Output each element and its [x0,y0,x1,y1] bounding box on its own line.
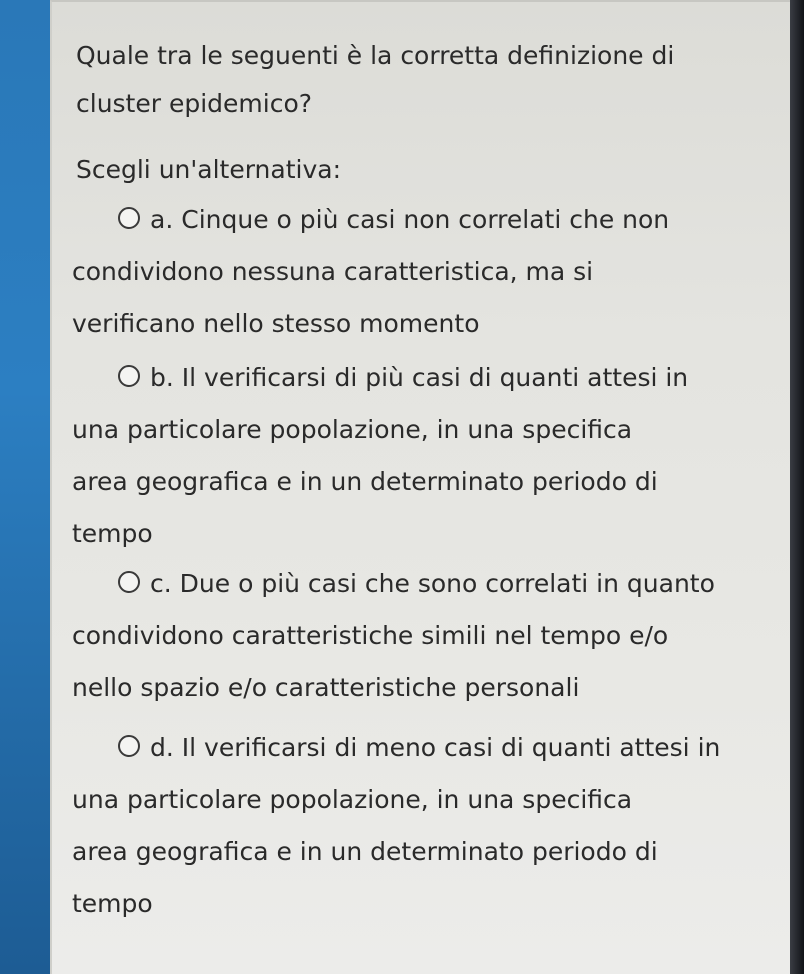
screen-edge [790,0,804,974]
option-first-line [72,558,762,610]
radio-button-b[interactable] [118,365,140,387]
option-c[interactable] [72,558,762,714]
question-text [76,32,756,128]
option-b[interactable] [72,352,762,560]
option-text[interactable]: Cinque o più casi non correlati che non [181,205,670,234]
radio-button-d[interactable] [118,735,140,757]
option-text[interactable]: nello spazio e/o caratteristiche personali [72,673,580,702]
option-first-line [72,722,762,774]
option-text[interactable]: area geografica e in un determinato periodo di [72,467,658,496]
option-letter: d. [150,733,174,762]
option-letter: b. [150,363,174,392]
option-first-line [72,194,762,246]
question-line: cluster epidemico? [76,89,313,118]
option-text[interactable]: tempo [72,889,153,918]
option-text[interactable]: Il verificarsi di più casi di quanti attesi in [181,363,689,392]
option-text[interactable]: tempo [72,519,153,548]
radio-button-c[interactable] [118,571,140,593]
option-a[interactable] [72,194,762,350]
answer-prompt: Scegli un'alternativa: [76,155,342,184]
option-d[interactable] [72,722,762,930]
option-letter: c. [150,569,172,598]
option-letter: a. [150,205,174,234]
option-text[interactable]: area geografica e in un determinato periodo di [72,837,658,866]
option-text[interactable]: condividono caratteristiche simili nel tempo e/o [72,621,669,650]
radio-button-a[interactable] [118,207,140,229]
option-text[interactable]: Il verificarsi di meno casi di quanti attesi in [181,733,721,762]
question-line: Quale tra le seguenti è la corretta definizione di [76,41,675,70]
option-first-line [72,352,762,404]
option-text[interactable]: una particolare popolazione, in una specifica [72,415,633,444]
option-text[interactable]: Due o più casi che sono correlati in quanto [179,569,715,598]
question-card [50,0,790,974]
option-text[interactable]: condividono nessuna caratteristica, ma si [72,257,594,286]
option-text[interactable]: verificano nello stesso momento [72,309,480,338]
option-text[interactable]: una particolare popolazione, in una specifica [72,785,633,814]
